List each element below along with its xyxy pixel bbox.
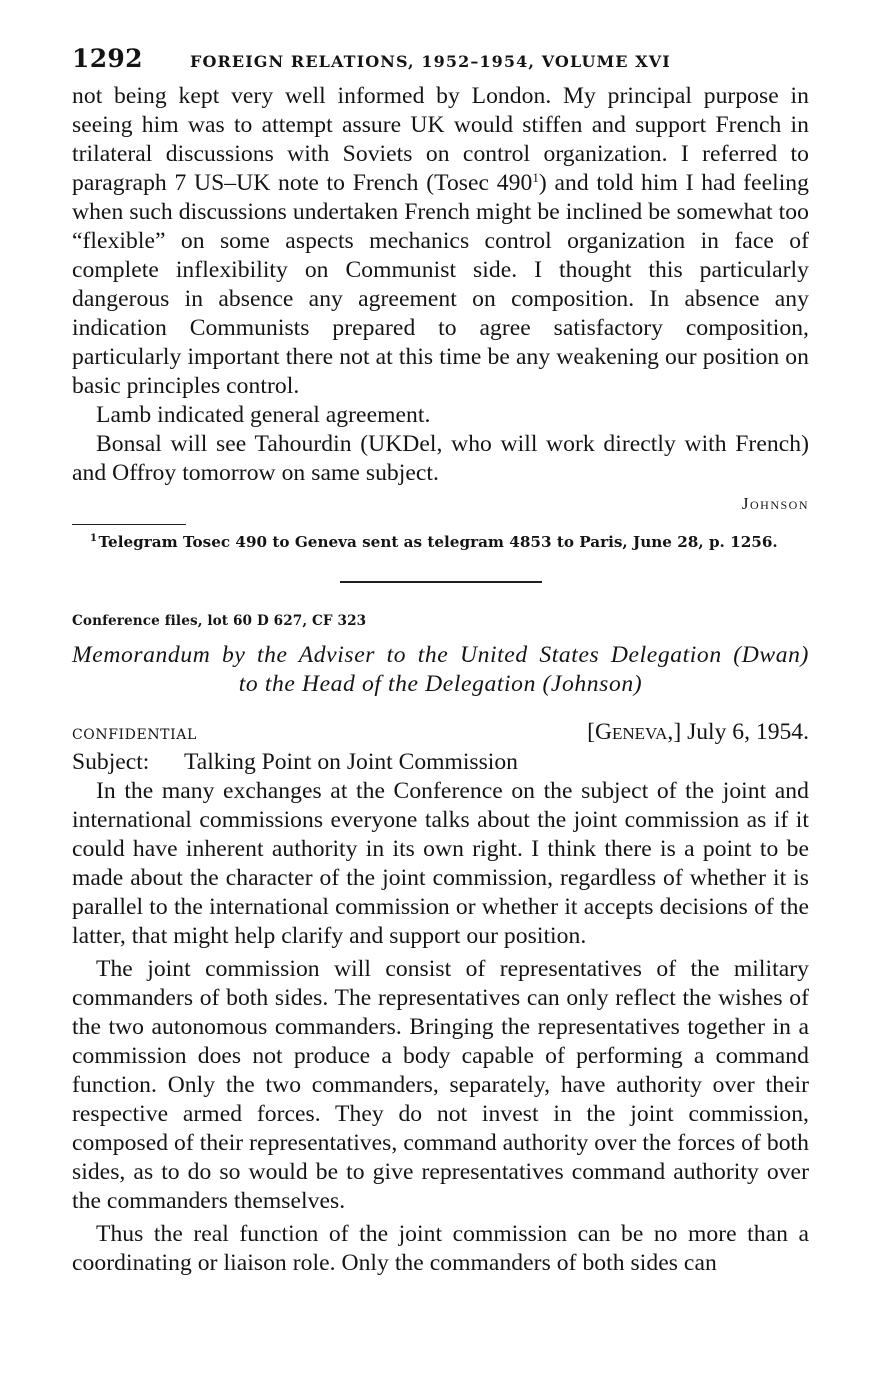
page-number: 1292 <box>72 44 143 73</box>
classification-label: CONFIDENTIAL <box>72 726 197 743</box>
signature: Johnson <box>741 494 809 513</box>
footnote <box>72 533 809 551</box>
paragraph: In the many exchanges at the Conference on the subject of the joint and international commissions everyone talks about the joint commission as if it could have inherent authority in its own right. I think there is a point to be made about the character of the joint commission, regardless of whether it is parallel to the international commission or whether it accepts decisions of the latter, that might help clarify and support our position. <box>72 777 809 949</box>
running-head: FOREIGN RELATIONS, 1952–1954, VOLUME XVI <box>190 52 671 71</box>
subject-text: Talking Point on Joint Commission <box>184 748 518 775</box>
footnote-marker: 1 <box>90 533 97 544</box>
paragraph: The joint commission will consist of representatives of the military commanders of both sides. The representatives can only reflect the wishes of the two autonomous commanders. Bringing the representatives together in a commission does not produce a body capable of performing a command function. Only the two commanders, separately, have authority over their respective armed forces. They do not invest in the joint commission, composed of their representatives, command authority over the forces of both sides, as to do so would be to give representatives command authority over the commanders themselves. <box>72 955 809 1214</box>
date: July 6, 1954. <box>687 718 809 745</box>
subject-line <box>72 748 809 777</box>
title-line: to the Head of the Delegation (Johnson) <box>238 670 643 697</box>
place: Geneva, <box>594 718 674 745</box>
continued-telegram <box>72 82 809 488</box>
title-line: Memorandum by the Adviser to the United States Delegation (Dwan) <box>72 641 809 668</box>
subject-label: Subject: <box>72 748 150 775</box>
memorandum-body <box>72 777 809 1278</box>
dateline-row <box>72 719 809 746</box>
paragraph: Bonsal will see Tahourdin (UKDel, who will work directly with French) and Offroy tomorrow on same subject. <box>72 431 809 486</box>
document-title <box>72 641 809 699</box>
source-citation: Conference files, lot 60 D 627, CF 323 <box>72 612 367 629</box>
footnote-reference[interactable]: 1 <box>532 170 539 185</box>
footnote-text: Telegram Tosec 490 to Geneva sent as telegram 4853 to Paris, June 28, p. 1256. <box>98 533 778 552</box>
dateline: [Geneva,] July 6, 1954. <box>587 718 809 745</box>
section-divider <box>340 581 542 583</box>
paragraph: not being kept very well informed by London. My principal purpose in seeing him was to attempt assure UK would stiffen and support French in trilateral discussions with Soviets on control organization. I referred to paragraph 7 US–UK note to French (Tosec 490$^1$) and told him I had feeling when such discussions undertaken French might be inclined be somewhat too “flexible” on some aspects mechanics control organization in face of complete inflexibility on Communist side. I thought this particularly dangerous in absence any agreement on composition. In absence any indication Communists prepared to agree satisfactory composition, particularly important there not at this time be any weakening our position on basic principles control. <box>72 83 809 399</box>
document-page <box>72 44 809 1278</box>
paragraph: Lamb indicated general agreement. <box>96 402 431 428</box>
footnote-divider <box>72 524 186 525</box>
paragraph: Thus the real function of the joint commission can be no more than a coordinating or liaison role. Only the commanders of both sides can <box>72 1220 809 1276</box>
page-header <box>72 44 809 82</box>
